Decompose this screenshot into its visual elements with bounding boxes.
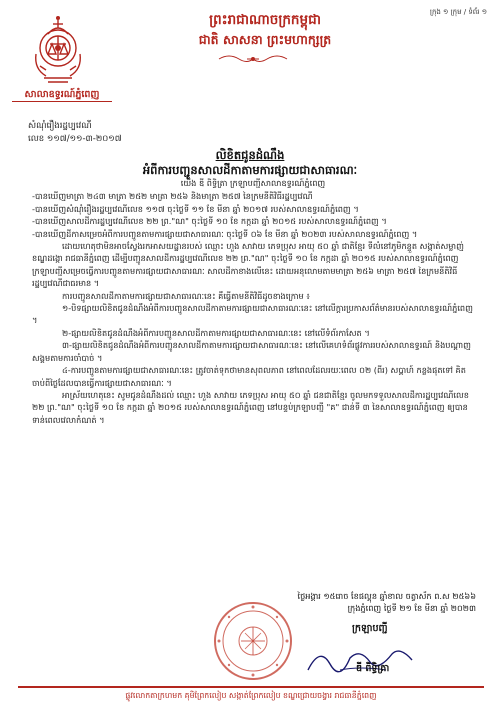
national-motto: ជាតិ សាសនា ព្រះមហាក្សត្រ <box>198 32 332 47</box>
title-main: លិខិតជូនដំណឹង <box>215 148 285 162</box>
court-emblem-icon <box>26 14 90 88</box>
body-paragraph: ការបញ្ជូនសាលដីកាតាមការផ្សាយជាសាធារណៈនេះ គឺធ្វើតាមនីតិវិធីដូចខាងក្រោម ៖ <box>62 290 310 301</box>
court-name: សាលាឧទ្ធរណ៍ភ្នំពេញ <box>24 89 100 100</box>
footer-address: ផ្លូវលោកតាក្រហមក គុមិព្រែកលៀប សង្កាត់ព្រែកលៀប ខណ្ឌជ្រោយចង្វារ រាជធានីភ្នំពេញ <box>125 691 377 700</box>
case-reference <box>28 120 122 146</box>
procedure-item: ១-បិទផ្សាយលិខិតជូនដំណឹងអំពីការបញ្ជូនសាលដីកាតាមការផ្សាយជាសាធារណៈនេះ នៅលើក្ដារប្រកាសព័ត៌មានរបស់សាលាឧទ្ធរណ៍ភ្នំពេញ ។ <box>32 303 473 326</box>
document-body <box>32 177 474 426</box>
title-subject: អំពីការបញ្ជូនសាលដីកាតាមការផ្សាយជាសាធារណៈ <box>142 163 358 177</box>
case-number: លេខ ១១៧/១១-៣-២០១៧ <box>28 134 122 144</box>
body-paragraph: អាស្រ័យហេតុនេះ សូមជូនដំណឹងដល់ ឈ្មោះ ហួង សាវាយ ភេទប្រុស អាយុ ៥០ ឆ្នាំ ជនជាតិខ្មែរ ចូលមកទទួលសាលដីការដ្ឋប្បវេណីលេខ ២២ ព្រ."ណ" ចុះថ្ងៃទី ១០ ខែ កក្កដា ឆ្នាំ ២០១៥ របស់សាលាឧទ្ធរណ៍ភ្នំពេញ នៅបន្ទប់ក្រឡាបញ្ជី "គ" ជាន់ទី ៣ នៃសាលាឧទ្ធរណ៍ភ្នំពេញ ឲ្យបានទាន់ពេលវេលាកំណត់ ។ <box>32 389 469 425</box>
body-paragraph: ដោយហេតុថាមិនអាចស្វែងរកអាសយដ្ឋានរបស់ ឈ្មោះ ហួង សាវាយ ភេទប្រុស អាយុ ៥០ ឆ្នាំ ជាតិខ្មែរ ទីលំនៅភូមិកន្ទួត សង្កាត់សម្លាញ់ ខណ្ឌដង្កោ រាជធានីភ្នំពេញ ដើម្បីបញ្ជូនសាលដីការដ្ឋប្បវេណីលេខ ២២ ព្រ."ណ" ចុះថ្ងៃទី ១០ ខែ កក្កដា ឆ្នាំ ២០១៥ របស់សាលាឧទ្ធរណ៍ភ្នំពេញ ក្រឡាបញ្ជីសម្រេចធ្វើការបញ្ជូនតាមការផ្សាយជាសាធារណៈ សាលដីកាខាងលើនេះ ដោយអនុលោមតាមមាត្រា ២៥៦ មាត្រា ២៥៧ នៃក្រមនីតិវិធីរដ្ឋប្បវេណីជាធរមាន ។ <box>32 241 464 289</box>
signer-title: ក្រឡាបញ្ជី <box>352 623 388 634</box>
kingdom-title: ព្រះរាជាណាចក្រកម្ពុជា <box>209 12 321 28</box>
footer-divider <box>18 686 484 688</box>
lunar-date: ថ្ងៃអង្គារ ១៥រោច ខែផល្គុន ឆ្នាំខាល ចត្វាស័ក ព.ស ២៥៦៦ <box>297 591 476 601</box>
reference-item: -បានឃើញសំណុំរឿងរដ្ឋប្បវេណីលេខ ១១៧ ចុះថ្ងៃទី ១១ ខែ មីនា ឆ្នាំ ២០១៧ របស់សាលាឧទ្ធរណ៍ភ្នំពេញ ។ <box>32 203 359 214</box>
page-number: ក្រុង ១ ក្រុម / ទំព័រ ១ <box>429 8 487 16</box>
kingdom-header <box>150 10 380 49</box>
case-type: សំណុំរឿងរដ្ឋប្បវេណី <box>28 121 92 131</box>
reference-item: -បានឃើញសាលដីការដ្ឋប្បវេណីលេខ ២២ ព្រ."ណ" ចុះថ្ងៃទី ១០ ខែ កក្កដា ឆ្នាំ ២០១៥ របស់សាលាឧទ្ធរណ៍ភ្នំពេញ ។ <box>32 216 387 227</box>
signer-name: ឌី ពិទ្ធិត្រា <box>356 663 390 674</box>
ornament-divider-icon <box>217 53 289 65</box>
reference-item: -បានឃើញមាត្រា ២៤៣ មាត្រា ២៥២ មាត្រា ២៥៦ និងមាត្រា ២៥៧ នៃក្រមនីតិវិធីរដ្ឋប្បវេណី <box>32 191 313 202</box>
solar-date: ក្រុងភ្នំពេញ ថ្ងៃទី ២១ ខែ មីនា ឆ្នាំ ២០២៣ <box>347 603 476 614</box>
procedure-item: ២-ផ្សាយលិខិតជូនដំណឹងអំពីការបញ្ជូនសាលដីកាតាមការផ្សាយជាសាធារណៈនេះ នៅលើទំព័រកាសែត ។ <box>62 327 370 338</box>
document-title <box>60 148 440 178</box>
issuer-line: យើង ឌី ពិទ្ធិត្រា ក្រឡាបញ្ជីសាលាឧទ្ធរណ៍ភ្នំពេញ <box>180 178 326 188</box>
procedure-item: ៣-ផ្សាយលិខិតជូនដំណឹងអំពីការបញ្ជូនសាលដីកាតាមការផ្សាយជាសាធារណៈនេះ នៅលើគេហទំព័រផ្លូវការរបស់សាលាឧទ្ធរណ៍ និងបណ្ដាញសង្គមតាមការចាំបាច់ ។ <box>32 340 471 363</box>
procedure-item: ៤-ការបញ្ជូនតាមការផ្សាយជាសាធារណៈនេះ ត្រូវចាត់ទុកថាមានសុពលភាព នៅពេលដែលរយៈពេល ០២ (ពីរ) សប្ដាហ៍ កន្លងផុតទៅ គិតចាប់ពីថ្ងៃដែលបានធ្វើការផ្សាយជាសាធារណៈ ។ <box>32 365 466 388</box>
official-stamp-icon <box>212 600 294 682</box>
court-name-underline <box>12 101 112 102</box>
reference-item: -បានឃើញដីកាសម្រេចអំពីការបញ្ជូនតាមការផ្សាយជាសាធារណៈ ចុះថ្ងៃទី ០៦ ខែ មីនា ឆ្នាំ ២០២៣ របស់សាលាឧទ្ធរណ៍ភ្នំពេញ ។ <box>32 228 418 239</box>
